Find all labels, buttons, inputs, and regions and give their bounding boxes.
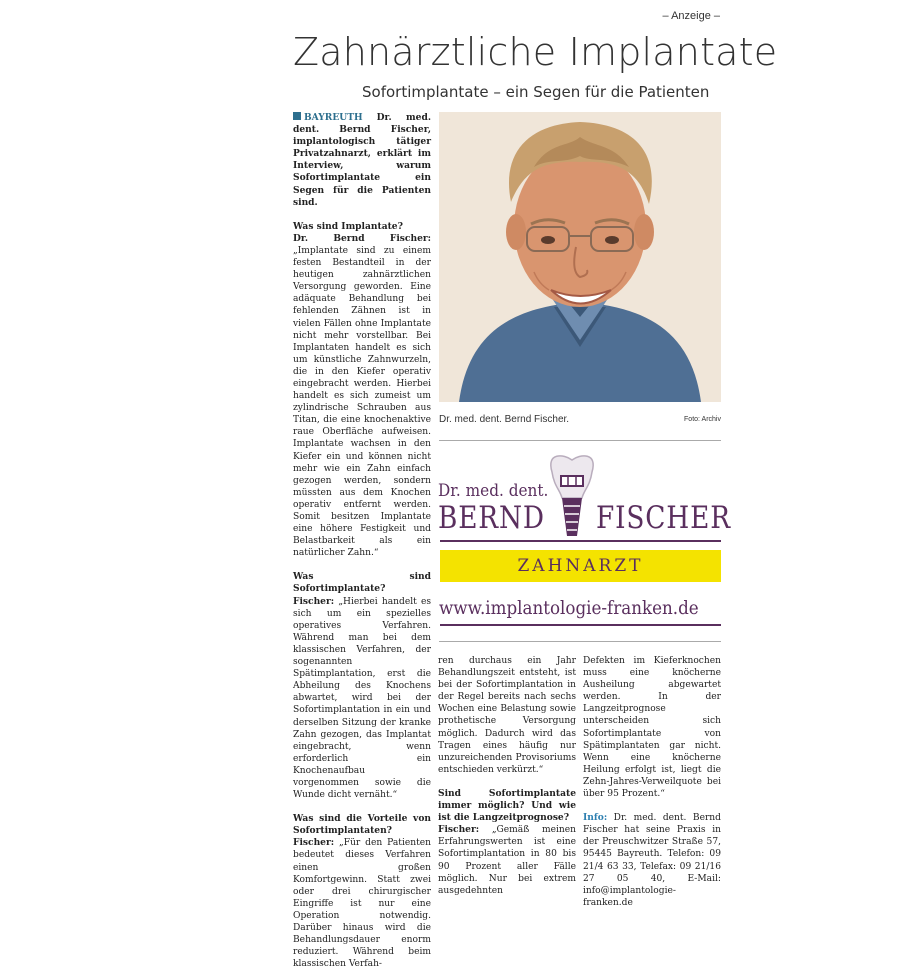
ad-website-link[interactable]: www.implantologie-franken.de	[439, 597, 699, 619]
divider	[439, 641, 721, 642]
ad-divider-top	[440, 540, 721, 542]
dateline-city: BAYREUTH	[304, 112, 363, 123]
ad-profession: ZAHNARZT	[517, 556, 644, 576]
question-2: Was sind Sofortimplantate?	[293, 571, 431, 595]
answer-block-2	[293, 571, 431, 801]
speaker-2: Fischer:	[293, 595, 335, 607]
info-block	[583, 812, 721, 909]
ad-title-prefix: Dr. med. dent.	[438, 481, 549, 501]
ad-last-name: FISCHER	[596, 500, 731, 536]
advertisement-label: – Anzeige –	[662, 10, 720, 22]
divider	[439, 440, 721, 441]
answer-3-continued	[438, 655, 576, 776]
ad-first-name: BERND	[438, 500, 545, 536]
portrait-photo	[439, 112, 721, 402]
tooth-implant-logo-icon	[544, 452, 600, 540]
answer-3-part-2: ren durchaus ein Jahr Behandlungszeit entsteht, ist bei der Sofortimplantation in der Regel bereits nach sechs Wochen eine Belastung sowie prothetische Versorgung möglich. Dadurch wird das Tragen eines häufig nur unzureichenden Provisoriums entschieden verkürzt.“	[438, 656, 576, 775]
article-lead	[293, 112, 431, 209]
ad-divider-bottom	[440, 624, 721, 626]
ad-profession-banner	[440, 550, 721, 582]
answer-4-part-1: „Gemäß meinen Erfahrungswerten ist eine Sofortimplantation in 80 bis 90 Prozent aller Fälle möglich. Nur bei extrem ausgedehnten	[438, 825, 576, 896]
lead-text: Dr. med. dent. Bernd Fischer, implantologisch tätiger Privatzahnarzt, erklärt im Interview, warum Sofortimplantate ein Segen für die Patienten sind.	[293, 112, 431, 208]
answer-block-4	[438, 788, 576, 897]
info-text: Dr. med. dent. Bernd Fischer hat seine Praxis in der Preuschwitzer Straße 57, 95445 Bayreuth. Telefon: 09 21/4 63 33, Telefax: 09 21/16 27 05 40, E-Mail: info@implantologie-franken.de	[583, 813, 721, 908]
photo-credit: Foto: Archiv	[684, 416, 721, 423]
answer-block-1	[293, 221, 431, 560]
answer-1: „Implantate sind zu einem festen Bestandteil in der heutigen zahnärztlichen Versorgung geworden. Eine adäquate Behandlung bei fehlenden Zähnen ist in vielen Fällen ohne Implantate nicht mehr vorstellbar. Bei Implantaten handelt es sich um künstliche Zahnwurzeln, die in den Kiefer operativ eingebracht werden. Hierbei handelt es sich zumeist um zylindrische Schrauben aus Titan, die eine knochenaktive raue Oberfläche aufweisen. Implantate wachsen in den Kiefer ein und können nicht mehr wie ein Zahn einfach gezogen werden, sondern müssten aus dem Knochen operativ entfernt werden. Somit besitzen Implantate eine höhere Festigkeit und Belastbarkeit als ein natürlicher Zahn.“	[293, 245, 431, 559]
answer-2: „Hierbei handelt es sich um ein spezielles operatives Verfahren. Während man bei dem klassischen Verfahren, der sogenannten Spätimplantation, erst die Abheilung des Knochens abwartet, wird bei der Sofortimplantation in ein und derselben Sitzung der kranke Zahn gezogen, das Implantat eingebracht, wenn erforderlich ein Knochenaufbau vorgenommen sowie die Wunde dicht vernäht.“	[293, 596, 431, 801]
answer-4-part-2: Defekten im Kieferknochen muss eine knöcherne Ausheilung abgewartet werden. In der Langzeitprognose unterscheiden sich Sofortimplantate von Spätimplantaten gar nicht. Wenn eine knöcherne Heilung erfolgt ist, liegt die Zehn-Jahres-Verweilquote bei über 95 Prozent.“	[583, 656, 721, 800]
section-marker-icon	[293, 112, 301, 120]
question-4: Sind Sofortimplantate immer möglich? Und wie ist die Langzeitprognose?	[438, 787, 576, 824]
article-column-1	[293, 112, 431, 970]
article-column-2	[438, 655, 576, 896]
article-column-3	[583, 655, 721, 908]
speaker-3: Fischer:	[293, 837, 335, 849]
portrait-image	[439, 112, 721, 402]
photo-caption: Dr. med. dent. Bernd Fischer.	[439, 414, 570, 425]
page-headline: Zahnärztliche Implantate	[293, 30, 778, 74]
question-1: Was sind Implantate?	[293, 220, 403, 232]
info-label: Info:	[583, 812, 608, 824]
question-3: Was sind die Vorteile von Sofortimplantaten?	[293, 813, 431, 837]
answer-4-continued	[583, 655, 721, 800]
speaker-4: Fischer:	[438, 824, 480, 836]
speaker-1: Dr. Bernd Fischer:	[293, 232, 431, 244]
page-subheadline: Sofortimplantate – ein Segen für die Patienten	[362, 83, 710, 101]
answer-block-3	[293, 813, 431, 970]
answer-3-part-1: „Für den Patienten bedeutet dieses Verfahren einen großen Komfortgewinn. Statt zwei oder drei chirurgischer Eingriffe ist nur eine Operation notwendig. Darüber hinaus wird die Behandlungsdauer enorm reduziert. Während beim klassischen Verfah-	[293, 838, 431, 970]
